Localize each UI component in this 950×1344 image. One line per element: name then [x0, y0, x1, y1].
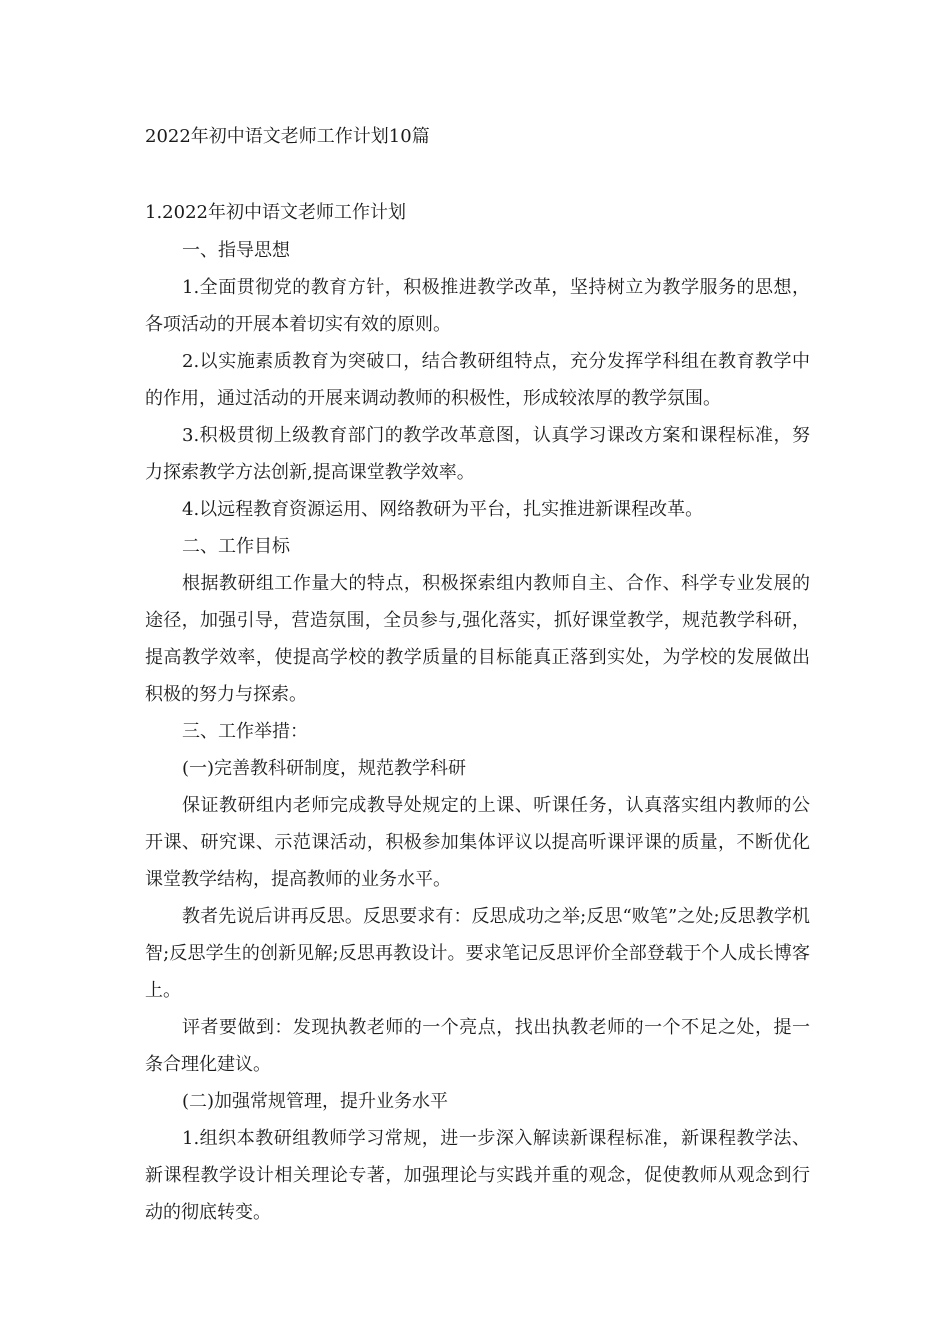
document-title: 2022年初中语文老师工作计划10篇 — [145, 126, 430, 147]
document-body — [145, 232, 810, 1231]
paragraph: 评者要做到：发现执教老师的一个亮点，找出执教老师的一个不足之处，提一条合理化建议。 — [145, 1017, 810, 1075]
paragraph: 1.组织本教研组教师学习常规，进一步深入解读新课程标准，新课程教学法、新课程教学设计相关理论专著，加强理论与实践并重的观念，促使教师从观念到行动的彻底转变。 — [145, 1128, 810, 1223]
subheading: (一)完善教科研制度，规范教学科研 — [182, 758, 467, 779]
paragraph: 教者先说后讲再反思。反思要求有：反思成功之举;反思“败笔”之处;反思教学机智;反思学生的创新见解;反思再教设计。要求笔记反思评价全部登载于个人成长博客上。 — [145, 906, 810, 1001]
paragraph: 3.积极贯彻上级教育部门的教学改革意图，认真学习课改方案和课程标准，努力探索教学方法创新,提高课堂教学效率。 — [145, 425, 810, 483]
paragraph: 保证教研组内老师完成教导处规定的上课、听课任务，认真落实组内教师的公开课、研究课、示范课活动，积极参加集体评议以提高听课评课的质量，不断优化课堂教学结构，提高教师的业务水平。 — [145, 795, 810, 890]
paragraph: 1.全面贯彻党的教育方针，积极推进教学改革，坚持树立为教学服务的思想，各项活动的开展本着切实有效的原则。 — [145, 277, 810, 335]
section-title: 1.2022年初中语文老师工作计划 — [145, 202, 406, 223]
heading-work-goals: 二、工作目标 — [182, 536, 290, 557]
paragraph: 2.以实施素质教育为突破口，结合教研组特点，充分发挥学科组在教育教学中的作用，通过活动的开展来调动教师的积极性，形成较浓厚的教学氛围。 — [145, 351, 810, 409]
paragraph: 4.以远程教育资源运用、网络教研为平台，扎实推进新课程改革。 — [182, 499, 704, 520]
subheading: (二)加强常规管理，提升业务水平 — [182, 1091, 449, 1112]
paragraph: 根据教研组工作量大的特点，积极探索组内教师自主、合作、科学专业发展的途径，加强引导，营造氛围，全员参与,强化落实，抓好课堂教学，规范教学科研，提高教学效率，使提高学校的教学质量的目标能真正落到实处，为学校的发展做出积极的努力与探索。 — [145, 573, 810, 705]
heading-work-measures: 三、工作举措： — [182, 721, 308, 742]
heading-guiding-ideology: 一、指导思想 — [182, 240, 290, 261]
